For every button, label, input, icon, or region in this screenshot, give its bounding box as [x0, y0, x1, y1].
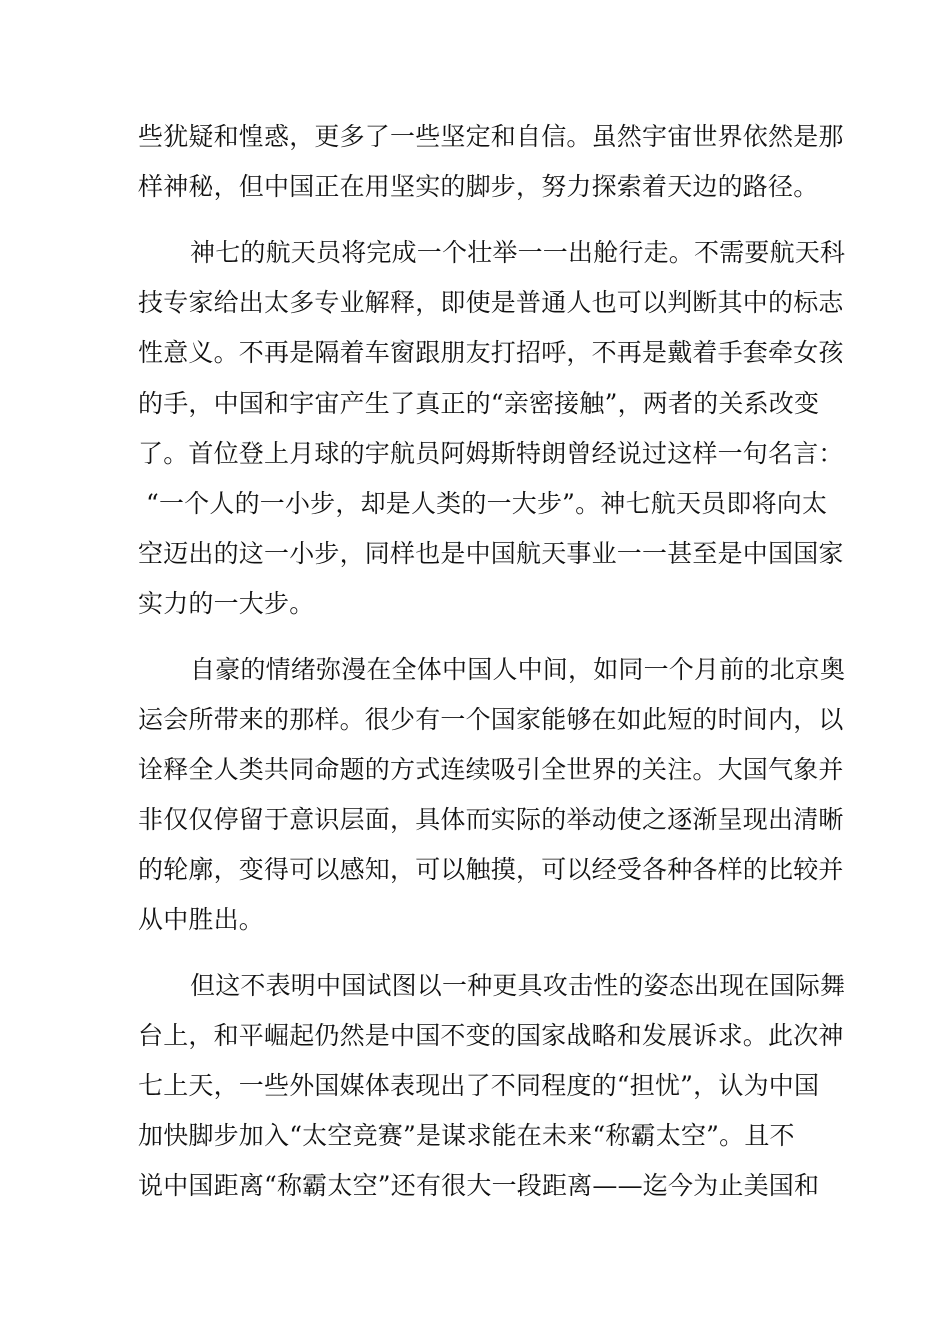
paragraph-1-line-1: 些犹疑和惶惑，更多了一些坚定和自信。虽然宇宙世界依然是那 — [138, 122, 844, 151]
paragraph-2-line-8: 实力的一大步。 — [138, 589, 315, 618]
paragraph-4-line-2: 台上，和平崛起仍然是中国不变的国家战略和发展诉求。此次神 — [138, 1021, 844, 1050]
paragraph-1-line-2: 样神秘，但中国正在用坚实的脚步，努力探索着天边的路径。 — [138, 172, 819, 201]
paragraph-2-line-3: 性意义。不再是隔着车窗跟朋友打招呼，不再是戴着手套牵女孩 — [138, 338, 844, 367]
paragraph-4-line-3: 七上天，一些外国媒体表现出了不同程度的“担忧”，认为中国 — [138, 1071, 820, 1100]
paragraph-3-line-2: 运会所带来的那样。很少有一个国家能够在如此短的时间内，以 — [138, 705, 844, 734]
paragraph-4-line-1: 但这不表明中国试图以一种更具攻击性的姿态出现在国际舞 — [190, 971, 846, 1000]
paragraph-4-line-5: 说中国距离“称霸太空”还有很大一段距离——迄今为止美国和 — [138, 1171, 820, 1200]
paragraph-3-line-3: 诠释全人类共同命题的方式连续吸引全世界的关注。大国气象并 — [138, 755, 844, 784]
paragraph-3-line-1: 自豪的情绪弥漫在全体中国人中间，如同一个月前的北京奥 — [190, 655, 846, 684]
paragraph-3-line-5: 的轮廓，变得可以感知，可以触摸，可以经受各种各样的比较并 — [138, 855, 844, 884]
paragraph-2-line-6: “一个人的一小步，却是人类的一大步”。神七航天员即将向太 — [146, 489, 828, 518]
paragraph-2-line-2: 技专家给出太多专业解释，即使是普通人也可以判断其中的标志 — [138, 288, 844, 317]
paragraph-4-line-4: 加快脚步加入“太空竞赛”是谋求能在未来“称霸太空”。且不 — [138, 1121, 795, 1150]
paragraph-3-line-6: 从中胜出。 — [138, 905, 265, 934]
paragraph-2-line-4: 的手，中国和宇宙产生了真正的“亲密接触”，两者的关系改变 — [138, 389, 820, 418]
paragraph-2-line-1: 神七的航天员将完成一个壮举一一出舱行走。不需要航天科 — [190, 238, 846, 267]
paragraph-3-line-4: 非仅仅停留于意识层面，具体而实际的举动使之逐渐呈现出清晰 — [138, 805, 844, 834]
paragraph-2-line-5: 了。首位登上月球的宇航员阿姆斯特朗曾经说过这样一句名言： — [138, 439, 844, 468]
paragraph-2-line-7: 空迈出的这一小步，同样也是中国航天事业一一甚至是中国国家 — [138, 539, 844, 568]
